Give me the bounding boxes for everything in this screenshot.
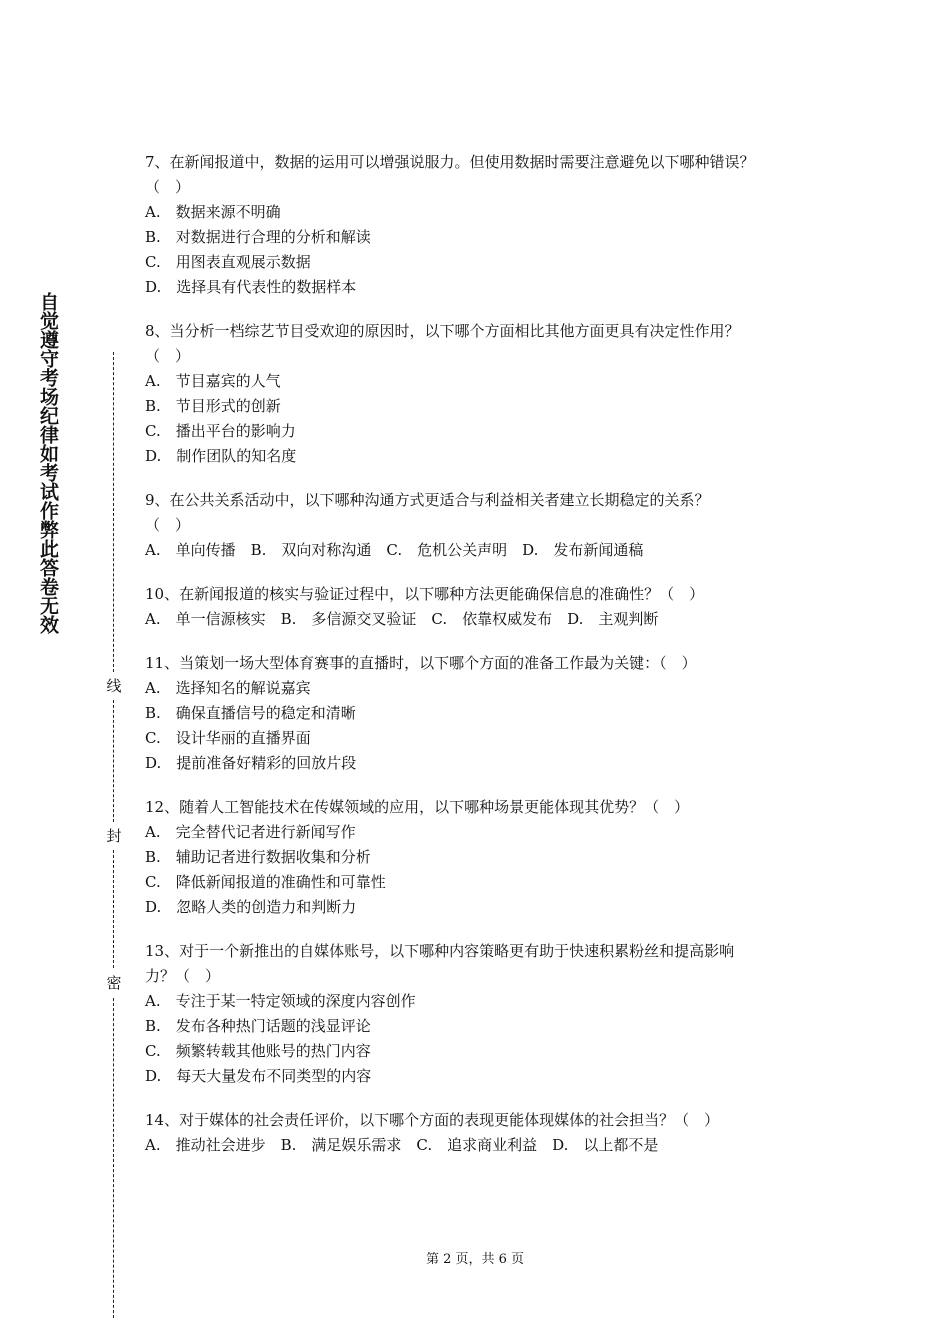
binding-label-seal: 封 — [106, 827, 122, 845]
option-b: B. 对数据进行合理的分析和解读 — [145, 228, 371, 246]
binding-dashed-line — [113, 700, 114, 822]
option-a: A. 完全替代记者进行新闻写作 — [145, 823, 356, 841]
page-number: 第 2 页，共 6 页 — [425, 1252, 525, 1267]
answer-blank: （ ） — [145, 516, 191, 534]
option-c: C. 设计华丽的直播界面 — [145, 729, 311, 747]
option-b: B. 发布各种热门话题的浅显评论 — [145, 1017, 371, 1035]
option-d: D. 提前准备好精彩的回放片段 — [145, 754, 357, 772]
question-11 — [145, 651, 835, 776]
question-stem: 14、对于媒体的社会责任评价，以下哪个方面的表现更能体现媒体的社会担当？（ ） — [145, 1111, 720, 1129]
question-stem: 8、当分析一档综艺节目受欢迎的原因时，以下哪个方面相比其他方面更具有决定性作用？ — [145, 322, 740, 340]
binding-dashed-line — [113, 850, 114, 968]
question-12 — [145, 795, 835, 920]
binding-label-secret: 密 — [106, 974, 122, 992]
options-inline: A. 单一信源核实 B. 多信源交叉验证 C. 依靠权威发布 D. 主观判断 — [145, 610, 659, 628]
question-stem: 9、在公共关系活动中，以下哪种沟通方式更适合与利益相关者建立长期稳定的关系？ — [145, 491, 710, 509]
question-stem: 12、随着人工智能技术在传媒领域的应用，以下哪种场景更能体现其优势？（ ） — [145, 798, 690, 816]
binding-dashed-line — [113, 352, 114, 672]
question-7 — [145, 150, 835, 300]
option-c: C. 用图表直观展示数据 — [145, 253, 311, 271]
option-d: D. 忽略人类的创造力和判断力 — [145, 898, 357, 916]
option-d: D. 选择具有代表性的数据样本 — [145, 278, 357, 296]
question-14 — [145, 1108, 835, 1158]
option-b: B. 辅助记者进行数据收集和分析 — [145, 848, 371, 866]
question-stem: 7、在新闻报道中，数据的运用可以增强说服力。但使用数据时需要注意避免以下哪种错误？ — [145, 153, 755, 171]
question-10 — [145, 582, 835, 632]
exam-discipline-notice: 自觉遵守考场纪律如考试作弊此答卷无效 — [37, 292, 59, 634]
question-stem: 13、对于一个新推出的自媒体账号，以下哪种内容策略更有助于快速积累粉丝和提高影响 — [145, 942, 735, 960]
option-c: C. 播出平台的影响力 — [145, 422, 296, 440]
question-9 — [145, 488, 835, 563]
binding-dashed-line — [113, 998, 114, 1318]
question-stem: 10、在新闻报道的核实与验证过程中，以下哪种方法更能确保信息的准确性？（ ） — [145, 585, 705, 603]
option-b: B. 确保直播信号的稳定和清晰 — [145, 704, 356, 722]
option-a: A. 数据来源不明确 — [145, 203, 281, 221]
option-b: B. 节目形式的创新 — [145, 397, 281, 415]
binding-label-line: 线 — [106, 677, 122, 695]
answer-blank: （ ） — [145, 347, 191, 365]
option-a: A. 专注于某一特定领域的深度内容创作 — [145, 992, 416, 1010]
question-stem-continued: 力？（ ） — [145, 967, 221, 985]
question-13 — [145, 939, 835, 1089]
option-a: A. 选择知名的解说嘉宾 — [145, 679, 311, 697]
option-a: A. 节目嘉宾的人气 — [145, 372, 281, 390]
options-inline: A. 推动社会进步 B. 满足娱乐需求 C. 追求商业利益 D. 以上都不是 — [145, 1136, 659, 1154]
question-list — [145, 150, 835, 1177]
option-d: D. 每天大量发布不同类型的内容 — [145, 1067, 372, 1085]
option-c: C. 频繁转载其他账号的热门内容 — [145, 1042, 371, 1060]
question-8 — [145, 319, 835, 469]
option-d: D. 制作团队的知名度 — [145, 447, 297, 465]
answer-blank: （ ） — [145, 178, 191, 196]
option-c: C. 降低新闻报道的准确性和可靠性 — [145, 873, 386, 891]
options-inline: A. 单向传播 B. 双向对称沟通 C. 危机公关声明 D. 发布新闻通稿 — [145, 541, 644, 559]
question-stem: 11、当策划一场大型体育赛事的直播时，以下哪个方面的准备工作最为关键：（ ） — [145, 654, 697, 672]
